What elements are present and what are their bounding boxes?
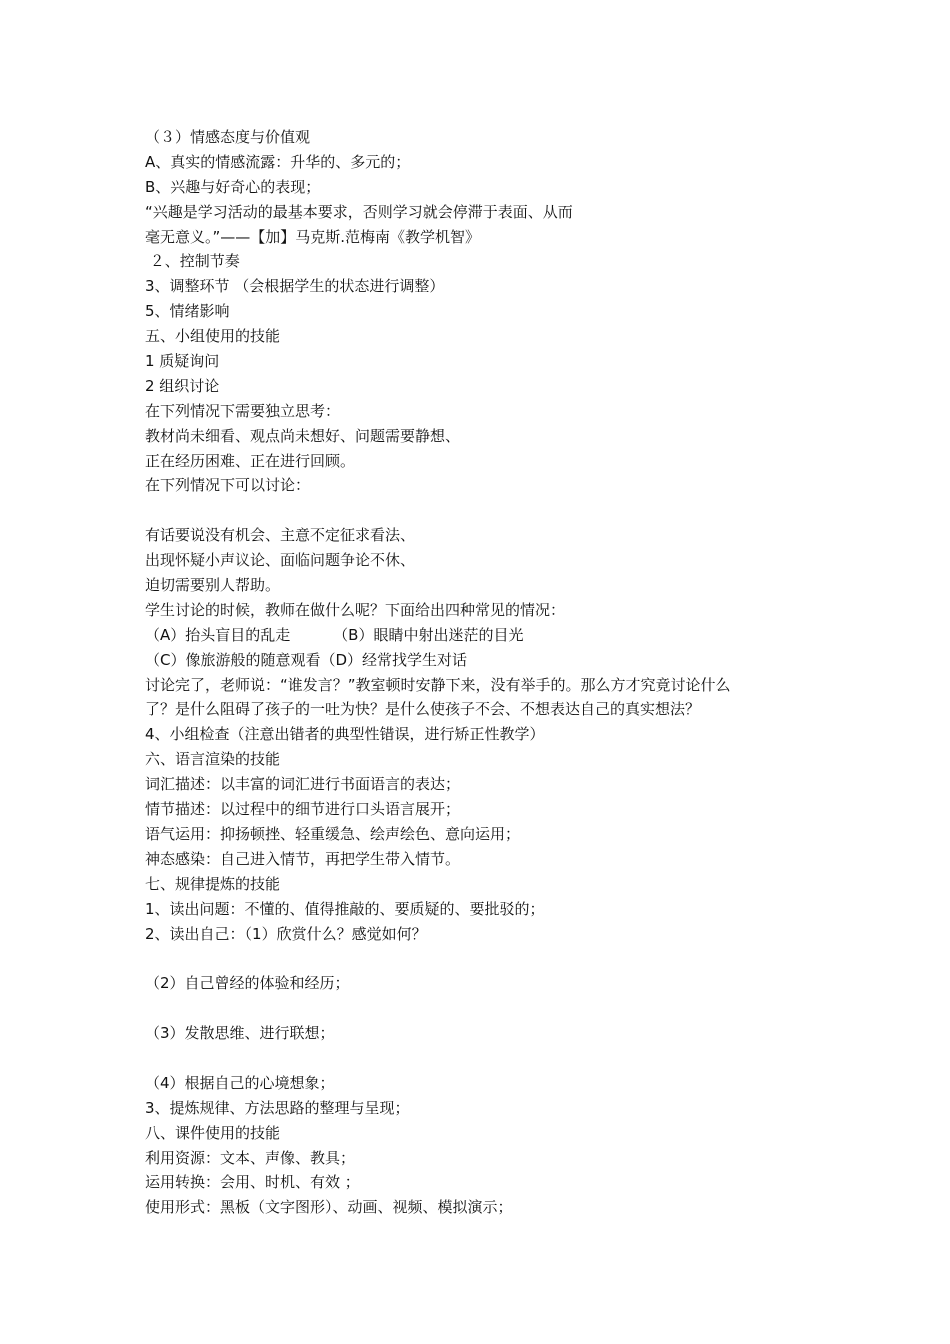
text-line: 4、小组检查（注意出错者的典型性错误，进行矫正性教学） xyxy=(145,725,545,744)
text-line: （C）像旅游般的随意观看（D）经常找学生对话 xyxy=(145,650,468,669)
section-heading-group-skills: 五、小组使用的技能 xyxy=(145,327,281,346)
text-line: 3、提炼规律、方法思路的整理与呈现； xyxy=(145,1098,410,1117)
text-line: 1、读出问题：不懂的、值得推敲的、要质疑的、要批驳的； xyxy=(145,899,545,918)
text-line: 了？是什么阻碍了孩子的一吐为快？是什么使孩子不会、不想表达自己的真实想法？ xyxy=(145,700,701,719)
blank-line xyxy=(145,498,835,523)
text-line: A、真实的情感流露：升华的、多元的； xyxy=(145,152,411,171)
text-line: 利用资源：文本、声像、教具； xyxy=(145,1148,356,1167)
quote-line: 毫无意义。”——【加】马克斯.范梅南《教学机智》 xyxy=(145,227,481,246)
text-line: 正在经历困难、正在进行回顾。 xyxy=(145,451,356,470)
text-line: （4）根据自己的心境想象； xyxy=(145,1073,335,1092)
document-body xyxy=(145,125,835,1220)
section-heading-language: 六、语言渲染的技能 xyxy=(145,750,281,769)
text-line: （A）抬头盲目的乱走 （B）眼睛中射出迷茫的目光 xyxy=(145,625,524,644)
text-line: 情节描述：以过程中的细节进行口头语言展开； xyxy=(145,800,461,819)
text-line: 5、情绪影响 xyxy=(145,302,230,321)
text-line: 在下列情况下需要独立思考： xyxy=(145,401,341,420)
section-heading-refinement: 七、规律提炼的技能 xyxy=(145,874,281,893)
text-line: 3、调整环节 （会根据学生的状态进行调整） xyxy=(145,277,445,296)
text-line: 神态感染：自己进入情节，再把学生带入情节。 xyxy=(145,849,461,868)
text-line: 1 质疑询问 xyxy=(145,352,220,371)
section-heading-emotion: （３）情感态度与价值观 xyxy=(145,128,311,146)
text-line: 运用转换：会用、时机、有效 ； xyxy=(145,1173,360,1192)
blank-line xyxy=(145,996,835,1021)
text-line: 迫切需要别人帮助。 xyxy=(145,576,281,595)
blank-line xyxy=(145,946,835,971)
text-line: 在下列情况下可以讨论： xyxy=(145,476,311,495)
text-line: 学生讨论的时候，教师在做什么呢？下面给出四种常见的情况： xyxy=(145,600,566,619)
section-heading-courseware: 八、课件使用的技能 xyxy=(145,1123,281,1142)
blank-line xyxy=(145,1046,835,1071)
text-line: 2、读出自己：（1）欣赏什么？感觉如何？ xyxy=(145,924,427,943)
text-line: B、兴趣与好奇心的表现； xyxy=(145,177,321,196)
text-line: 讨论完了，老师说：“谁发言？”教室顿时安静下来，没有举手的。那么方才究竟讨论什么 xyxy=(145,675,731,694)
quote-line: “兴趣是学习活动的最基本要求，否则学习就会停滞于表面、从而 xyxy=(145,202,573,221)
text-line: ２、控制节奏 xyxy=(145,252,240,271)
text-line: （2）自己曾经的体验和经历； xyxy=(145,974,350,993)
text-line: 使用形式：黑板（文字图形）、动画、视频、模拟演示； xyxy=(145,1198,513,1217)
text-line: 词汇描述：以丰富的词汇进行书面语言的表达； xyxy=(145,775,461,794)
text-line: 语气运用：抑扬顿挫、轻重缓急、绘声绘色、意向运用； xyxy=(145,824,521,843)
text-line: 2 组织讨论 xyxy=(145,376,220,395)
text-line: 出现怀疑小声议论、面临问题争论不休、 xyxy=(145,551,416,570)
text-line: （3）发散思维、进行联想； xyxy=(145,1024,335,1043)
text-line: 教材尚未细看、观点尚未想好、问题需要静想、 xyxy=(145,426,461,445)
text-line: 有话要说没有机会、主意不定征求看法、 xyxy=(145,526,416,545)
